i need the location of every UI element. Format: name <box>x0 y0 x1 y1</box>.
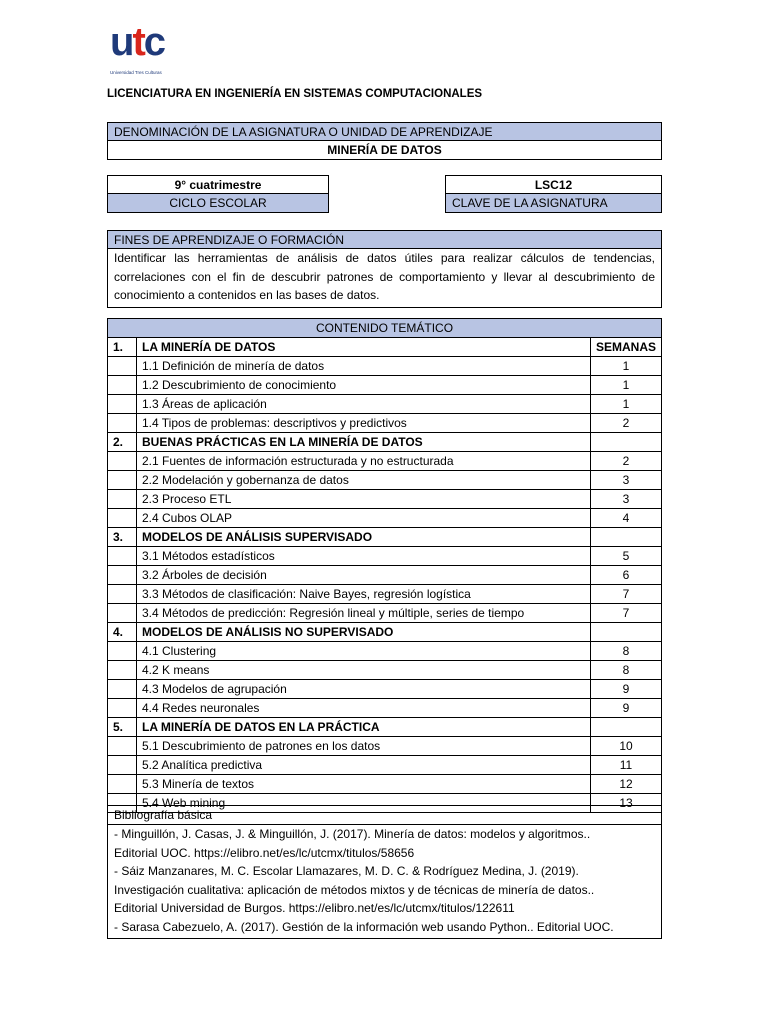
bibliografia-line: Editorial Universidad de Burgos. https://elibro.net/es/lc/utcmx/titulos/122611 <box>114 901 515 915</box>
topic-text: 2.1 Fuentes de información estructurada y no estructurada <box>137 452 591 471</box>
topic-weeks: 1 <box>590 376 661 395</box>
unit-number: 4. <box>108 623 137 642</box>
topic-weeks: 2 <box>590 452 661 471</box>
topic-text: 5.2 Analítica predictiva <box>137 756 591 775</box>
topic-text: 5.4 Web mining <box>137 794 591 813</box>
asignatura-value: MINERÍA DE DATOS <box>327 143 442 157</box>
fines-label: FINES DE APRENDIZAJE O FORMACIÓN <box>108 231 661 249</box>
topic-text: 3.2 Árboles de decisión <box>137 566 591 585</box>
unit-weeks <box>590 433 661 452</box>
topic-row <box>108 642 662 661</box>
unit-title: MODELOS DE ANÁLISIS SUPERVISADO <box>137 528 591 547</box>
topic-row <box>108 604 662 623</box>
topic-row <box>108 737 662 756</box>
topic-weeks: 9 <box>590 699 661 718</box>
topic-text: 5.3 Minería de textos <box>137 775 591 794</box>
topic-row <box>108 756 662 775</box>
topic-row <box>108 566 662 585</box>
topic-spacer <box>108 566 137 585</box>
unit-row <box>108 433 662 452</box>
topic-text: 4.1 Clustering <box>137 642 591 661</box>
topic-weeks: 3 <box>590 490 661 509</box>
contenido-table <box>107 318 662 813</box>
topic-row <box>108 585 662 604</box>
topic-spacer <box>108 509 137 528</box>
topic-spacer <box>108 585 137 604</box>
unit-number: 3. <box>108 528 137 547</box>
topic-weeks: 7 <box>590 585 661 604</box>
topic-weeks: 6 <box>590 566 661 585</box>
topic-weeks: 8 <box>590 661 661 680</box>
asignatura-label: DENOMINACIÓN DE LA ASIGNATURA O UNIDAD DE APRENDIZAJE <box>108 123 661 141</box>
university-logo <box>110 22 180 82</box>
topic-spacer <box>108 452 137 471</box>
asignatura-box <box>107 122 662 160</box>
unit-row <box>108 338 662 357</box>
topic-spacer <box>108 737 137 756</box>
topic-text: 5.1 Descubrimiento de patrones en los datos <box>137 737 591 756</box>
unit-number: 2. <box>108 433 137 452</box>
bibliografia-box <box>107 805 662 939</box>
ciclo-value: 9° cuatrimestre <box>108 176 328 194</box>
unit-row <box>108 528 662 547</box>
topic-spacer <box>108 775 137 794</box>
topic-weeks: 13 <box>590 794 661 813</box>
topic-spacer <box>108 357 137 376</box>
ciclo-label: CICLO ESCOLAR <box>108 194 328 212</box>
topic-row <box>108 661 662 680</box>
unit-title: MODELOS DE ANÁLISIS NO SUPERVISADO <box>137 623 591 642</box>
topic-text: 1.2 Descubrimiento de conocimiento <box>137 376 591 395</box>
bibliografia-line: Editorial UOC. https://elibro.net/es/lc/utcmx/titulos/58656 <box>114 845 415 860</box>
topic-weeks: 1 <box>590 395 661 414</box>
clave-box <box>445 175 662 213</box>
topic-weeks: 9 <box>590 680 661 699</box>
topic-row <box>108 376 662 395</box>
topic-row <box>108 490 662 509</box>
fines-box <box>107 230 662 308</box>
topic-weeks: 8 <box>590 642 661 661</box>
unit-weeks <box>590 528 661 547</box>
logo-tagline: Universidad Tres Culturas <box>110 70 162 75</box>
topic-text: 4.4 Redes neuronales <box>137 699 591 718</box>
fines-text: Identificar las herramientas de análisis de datos útiles para realizar cálculos de tendencias, correlaciones con el fin de descubrir patrones de comportamiento y llevar al descubrimiento de conocimiento a contenidos en las bases de datos. <box>114 251 655 302</box>
topic-row <box>108 775 662 794</box>
topic-text: 2.4 Cubos OLAP <box>137 509 591 528</box>
clave-label: CLAVE DE LA ASIGNATURA <box>446 194 661 212</box>
topic-row <box>108 680 662 699</box>
topic-spacer <box>108 661 137 680</box>
topic-weeks: 7 <box>590 604 661 623</box>
unit-row <box>108 718 662 737</box>
topic-weeks: 5 <box>590 547 661 566</box>
topic-weeks: 1 <box>590 357 661 376</box>
topic-spacer <box>108 642 137 661</box>
topic-text: 2.2 Modelación y gobernanza de datos <box>137 471 591 490</box>
topic-text: 3.4 Métodos de predicción: Regresión lineal y múltiple, series de tiempo <box>137 604 591 623</box>
topic-weeks: 11 <box>590 756 661 775</box>
topic-row <box>108 357 662 376</box>
topic-spacer <box>108 471 137 490</box>
bibliografia-line: - Sáiz Manzanares, M. C. Escolar Llamazares, M. D. C. & Rodríguez Medina, J. (2019). <box>114 864 579 878</box>
weeks-header: SEMANAS <box>590 338 661 357</box>
logo-mark: utc <box>110 20 165 64</box>
ciclo-box <box>107 175 329 213</box>
topic-text: 4.3 Modelos de agrupación <box>137 680 591 699</box>
topic-spacer <box>108 414 137 433</box>
bibliografia-line: - Sarasa Cabezuelo, A. (2017). Gestión de la información web usando Python.. Editorial UOC. <box>114 919 614 934</box>
topic-spacer <box>108 756 137 775</box>
topic-spacer <box>108 395 137 414</box>
topic-text: 4.2 K means <box>137 661 591 680</box>
topic-row <box>108 395 662 414</box>
unit-title: BUENAS PRÁCTICAS EN LA MINERÍA DE DATOS <box>137 433 591 452</box>
unit-title: LA MINERÍA DE DATOS EN LA PRÁCTICA <box>137 718 591 737</box>
unit-weeks <box>590 623 661 642</box>
bibliografia-line: Investigación cualitativa: aplicación de métodos mixtos y de técnicas de minería de datos.. <box>114 882 595 897</box>
topic-weeks: 12 <box>590 775 661 794</box>
clave-value: LSC12 <box>446 176 661 194</box>
topic-text: 3.1 Métodos estadísticos <box>137 547 591 566</box>
topic-text: 1.4 Tipos de problemas: descriptivos y predictivos <box>137 414 591 433</box>
topic-row <box>108 699 662 718</box>
bibliografia-title: Bibliografía básica <box>108 806 661 825</box>
bibliografia-line: - Minguillón, J. Casas, J. & Minguillón, J. (2017). Minería de datos: modelos y algoritmos.. <box>114 827 591 841</box>
unit-number: 5. <box>108 718 137 737</box>
topic-row <box>108 471 662 490</box>
bibliografia-refs <box>108 825 661 938</box>
program-title: LICENCIATURA EN INGENIERÍA EN SISTEMAS COMPUTACIONALES <box>107 88 483 100</box>
topic-spacer <box>108 604 137 623</box>
unit-title: LA MINERÍA DE DATOS <box>137 338 591 357</box>
unit-number: 1. <box>108 338 137 357</box>
unit-row <box>108 623 662 642</box>
topic-spacer <box>108 699 137 718</box>
topic-spacer <box>108 547 137 566</box>
topic-spacer <box>108 376 137 395</box>
topic-text: 2.3 Proceso ETL <box>137 490 591 509</box>
topic-weeks: 4 <box>590 509 661 528</box>
topic-row <box>108 547 662 566</box>
topic-row <box>108 509 662 528</box>
topic-weeks: 3 <box>590 471 661 490</box>
topic-weeks: 10 <box>590 737 661 756</box>
topic-row <box>108 452 662 471</box>
topic-weeks: 2 <box>590 414 661 433</box>
topic-spacer <box>108 680 137 699</box>
topic-text: 1.3 Áreas de aplicación <box>137 395 591 414</box>
topic-spacer <box>108 490 137 509</box>
topic-text: 1.1 Definición de minería de datos <box>137 357 591 376</box>
topic-text: 3.3 Métodos de clasificación: Naive Bayes, regresión logística <box>137 585 591 604</box>
contenido-title: CONTENIDO TEMÁTICO <box>108 319 662 338</box>
topic-row <box>108 414 662 433</box>
unit-weeks <box>590 718 661 737</box>
